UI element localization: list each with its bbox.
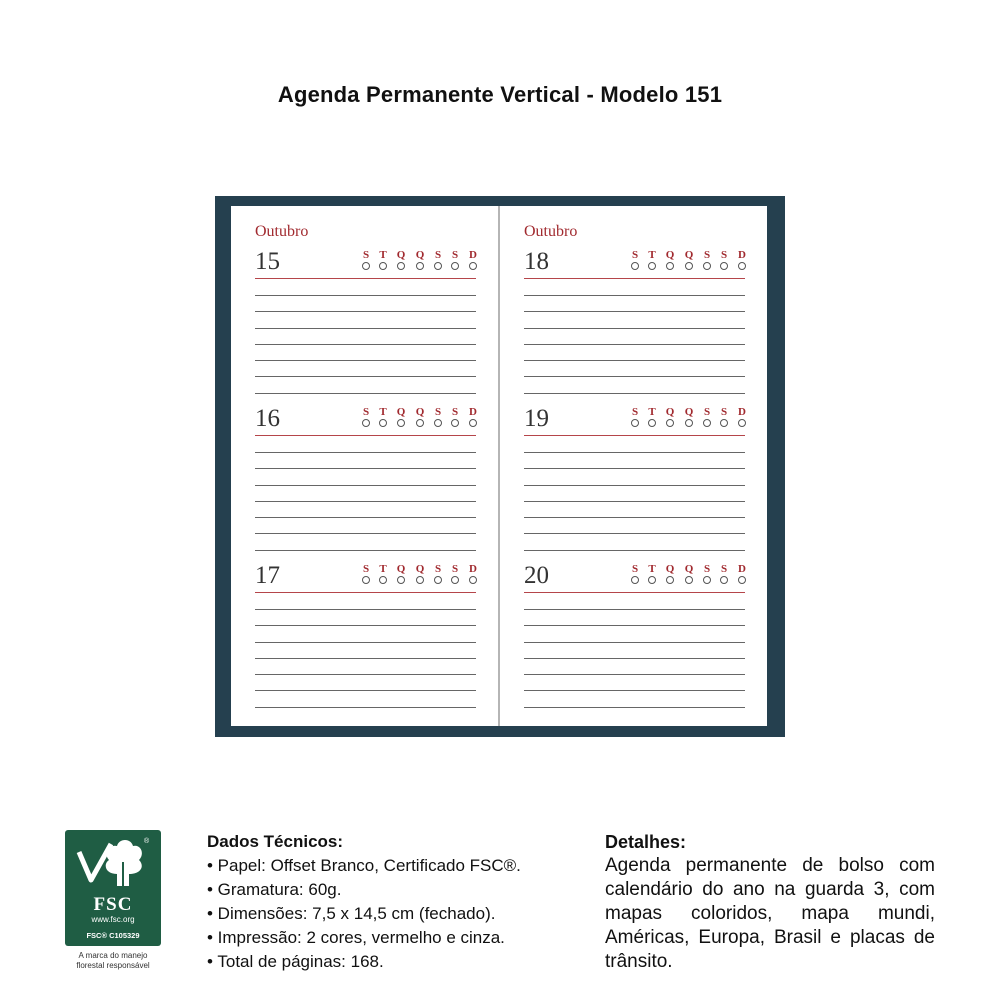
- weekday-circle-icon: [362, 419, 370, 427]
- weekday-item: [682, 249, 696, 270]
- writing-lines: [524, 295, 745, 409]
- weekday-circle-icon: [451, 419, 459, 427]
- writing-line: [255, 393, 476, 394]
- writing-line: [524, 452, 745, 453]
- writing-line: [255, 344, 476, 345]
- weekday-checkboxes: [628, 563, 745, 593]
- month-label: Outubro: [255, 223, 309, 240]
- day-header-rule: [255, 592, 476, 593]
- weekday-letter: S: [434, 563, 442, 575]
- writing-line: [255, 707, 476, 708]
- weekday-letter: S: [451, 563, 459, 575]
- weekday-circle-icon: [703, 419, 711, 427]
- weekday-circle-icon: [685, 419, 693, 427]
- day-header-rule: [524, 435, 745, 436]
- weekday-item: [735, 249, 749, 270]
- weekday-letter: S: [451, 249, 459, 261]
- weekday-item: [663, 249, 677, 270]
- weekday-circle-icon: [631, 576, 639, 584]
- weekday-item: [700, 406, 714, 427]
- weekday-circle-icon: [703, 576, 711, 584]
- weekday-letter: Q: [396, 406, 406, 418]
- writing-line: [255, 485, 476, 486]
- weekday-item: [628, 249, 642, 270]
- weekday-item: [431, 406, 445, 427]
- weekday-item: [645, 406, 659, 427]
- weekday-item: [448, 563, 462, 584]
- agenda-illustration: [215, 196, 785, 737]
- weekday-item: [735, 406, 749, 427]
- fsc-tagline: [55, 951, 171, 971]
- writing-line: [255, 517, 476, 518]
- weekday-item: [717, 249, 731, 270]
- weekday-item: [682, 563, 696, 584]
- weekday-circle-icon: [648, 262, 656, 270]
- writing-line: [524, 468, 745, 469]
- writing-line: [255, 328, 476, 329]
- weekday-letter: Q: [665, 249, 675, 261]
- writing-line: [524, 376, 745, 377]
- weekday-letter: D: [738, 249, 746, 261]
- weekday-circle-icon: [362, 576, 370, 584]
- weekday-item: [448, 406, 462, 427]
- weekday-circle-icon: [416, 576, 424, 584]
- writing-line: [255, 550, 476, 551]
- weekday-checkboxes: [359, 563, 476, 593]
- writing-lines: [524, 452, 745, 566]
- weekday-letter: S: [720, 563, 728, 575]
- weekday-letter: S: [451, 406, 459, 418]
- weekday-letter: S: [631, 406, 639, 418]
- writing-line: [524, 295, 745, 296]
- writing-line: [524, 328, 745, 329]
- weekday-item: [431, 249, 445, 270]
- weekday-letter: D: [469, 563, 477, 575]
- weekday-item: [717, 406, 731, 427]
- technical-data-item: • Dimensões: 7,5 x 14,5 cm (fechado).: [207, 904, 496, 923]
- technical-data-heading: Dados Técnicos:: [207, 832, 344, 851]
- technical-data-item: • Impressão: 2 cores, vermelho e cinza.: [207, 928, 505, 947]
- weekday-circle-icon: [469, 419, 477, 427]
- agenda-left-page: [231, 206, 498, 726]
- weekday-circle-icon: [666, 262, 674, 270]
- weekday-letter: S: [703, 249, 711, 261]
- weekday-letter: Q: [415, 249, 425, 261]
- writing-line: [255, 690, 476, 691]
- weekday-circle-icon: [703, 262, 711, 270]
- weekday-item: [359, 563, 373, 584]
- weekday-circle-icon: [648, 419, 656, 427]
- weekday-circle-icon: [397, 419, 405, 427]
- day-header-rule: [524, 278, 745, 279]
- weekday-letter: S: [434, 249, 442, 261]
- weekday-item: [466, 249, 480, 270]
- writing-lines: [524, 609, 745, 723]
- writing-line: [524, 533, 745, 534]
- weekday-item: [413, 563, 427, 584]
- weekday-letter: Q: [415, 563, 425, 575]
- weekday-circle-icon: [416, 419, 424, 427]
- weekday-circle-icon: [666, 576, 674, 584]
- writing-line: [255, 609, 476, 610]
- weekday-circle-icon: [451, 576, 459, 584]
- day-header-rule: [255, 435, 476, 436]
- details-text: Agenda permanente de bolso com calendário do ano na guarda 3, com mapas coloridos, mapa mundi, Américas, Europa, Brasil e placas de trânsito.: [605, 855, 935, 972]
- writing-line: [524, 658, 745, 659]
- weekday-letter: Q: [415, 406, 425, 418]
- weekday-item: [628, 563, 642, 584]
- weekday-item: [394, 406, 408, 427]
- day-header-rule: [524, 592, 745, 593]
- weekday-item: [394, 563, 408, 584]
- weekday-item: [645, 249, 659, 270]
- weekday-circle-icon: [379, 576, 387, 584]
- day-number: 16: [255, 405, 280, 432]
- weekday-item: [431, 563, 445, 584]
- weekday-circle-icon: [397, 262, 405, 270]
- weekday-circle-icon: [397, 576, 405, 584]
- weekday-item: [376, 406, 390, 427]
- writing-line: [524, 690, 745, 691]
- weekday-circle-icon: [434, 419, 442, 427]
- day-number: 18: [524, 248, 549, 275]
- writing-line: [524, 360, 745, 361]
- writing-line: [524, 642, 745, 643]
- weekday-letter: S: [631, 249, 639, 261]
- writing-line: [255, 376, 476, 377]
- weekday-item: [700, 563, 714, 584]
- weekday-letter: Q: [684, 406, 694, 418]
- weekday-item: [700, 249, 714, 270]
- weekday-letter: S: [362, 406, 370, 418]
- weekday-checkboxes: [359, 406, 476, 436]
- weekday-circle-icon: [738, 262, 746, 270]
- weekday-circle-icon: [685, 576, 693, 584]
- writing-line: [255, 468, 476, 469]
- day-number: 15: [255, 248, 280, 275]
- weekday-letter: D: [469, 406, 477, 418]
- fsc-code: FSC® C105329: [86, 931, 140, 940]
- weekday-item: [359, 249, 373, 270]
- weekday-circle-icon: [720, 262, 728, 270]
- writing-line: [524, 625, 745, 626]
- weekday-circle-icon: [666, 419, 674, 427]
- writing-line: [255, 658, 476, 659]
- weekday-circle-icon: [379, 419, 387, 427]
- weekday-letter: T: [648, 406, 656, 418]
- writing-line: [255, 642, 476, 643]
- weekday-circle-icon: [720, 419, 728, 427]
- writing-line: [255, 674, 476, 675]
- writing-line: [524, 344, 745, 345]
- fsc-logo: [65, 830, 161, 946]
- technical-data-item: • Papel: Offset Branco, Certificado FSC®.: [207, 856, 521, 875]
- weekday-item: [663, 563, 677, 584]
- weekday-letter: S: [362, 563, 370, 575]
- day-number: 17: [255, 562, 280, 589]
- weekday-circle-icon: [362, 262, 370, 270]
- weekday-letter: S: [434, 406, 442, 418]
- agenda-right-page: [500, 206, 767, 726]
- writing-lines: [255, 609, 476, 723]
- weekday-letter: T: [648, 249, 656, 261]
- weekday-letter: Q: [396, 249, 406, 261]
- weekday-letter: D: [738, 406, 746, 418]
- details-heading: Detalhes:: [605, 832, 687, 852]
- technical-data-item: • Total de páginas: 168.: [207, 952, 384, 971]
- weekday-circle-icon: [434, 576, 442, 584]
- weekday-letter: T: [379, 249, 387, 261]
- writing-line: [524, 674, 745, 675]
- weekday-letter: Q: [684, 563, 694, 575]
- day-header-rule: [255, 278, 476, 279]
- weekday-checkboxes: [628, 406, 745, 436]
- weekday-item: [413, 406, 427, 427]
- weekday-circle-icon: [469, 576, 477, 584]
- writing-line: [255, 533, 476, 534]
- weekday-circle-icon: [379, 262, 387, 270]
- weekday-letter: Q: [684, 249, 694, 261]
- writing-line: [255, 625, 476, 626]
- writing-line: [524, 501, 745, 502]
- weekday-letter: T: [648, 563, 656, 575]
- weekday-letter: Q: [665, 406, 675, 418]
- writing-line: [524, 393, 745, 394]
- weekday-circle-icon: [648, 576, 656, 584]
- weekday-item: [682, 406, 696, 427]
- weekday-item: [376, 249, 390, 270]
- weekday-letter: S: [703, 563, 711, 575]
- weekday-letter: S: [720, 249, 728, 261]
- writing-lines: [255, 452, 476, 566]
- fsc-tagline-line: florestal responsável: [76, 961, 150, 970]
- weekday-circle-icon: [720, 576, 728, 584]
- day-number: 19: [524, 405, 549, 432]
- page-title: Agenda Permanente Vertical - Modelo 151: [277, 82, 723, 107]
- weekday-circle-icon: [631, 262, 639, 270]
- weekday-item: [394, 249, 408, 270]
- weekday-letter: S: [703, 406, 711, 418]
- writing-line: [524, 311, 745, 312]
- details-section: [605, 830, 935, 974]
- weekday-letter: T: [379, 406, 387, 418]
- weekday-letter: S: [631, 563, 639, 575]
- weekday-letter: Q: [396, 563, 406, 575]
- fsc-url: www.fsc.org: [91, 915, 135, 924]
- weekday-circle-icon: [738, 419, 746, 427]
- weekday-item: [735, 563, 749, 584]
- weekday-item: [645, 563, 659, 584]
- writing-line: [524, 517, 745, 518]
- fsc-wordmark: FSC: [93, 894, 133, 915]
- writing-line: [524, 609, 745, 610]
- weekday-letter: D: [469, 249, 477, 261]
- weekday-letter: T: [379, 563, 387, 575]
- month-label: Outubro: [524, 223, 578, 240]
- weekday-item: [376, 563, 390, 584]
- weekday-circle-icon: [738, 576, 746, 584]
- writing-line: [255, 501, 476, 502]
- weekday-letter: Q: [665, 563, 675, 575]
- weekday-letter: S: [720, 406, 728, 418]
- writing-lines: [255, 295, 476, 409]
- weekday-item: [466, 406, 480, 427]
- writing-line: [255, 452, 476, 453]
- weekday-item: [448, 249, 462, 270]
- weekday-circle-icon: [451, 262, 459, 270]
- weekday-circle-icon: [631, 419, 639, 427]
- writing-line: [524, 485, 745, 486]
- weekday-letter: S: [362, 249, 370, 261]
- weekday-item: [359, 406, 373, 427]
- weekday-item: [628, 406, 642, 427]
- weekday-letter: D: [738, 563, 746, 575]
- writing-line: [524, 707, 745, 708]
- weekday-circle-icon: [469, 262, 477, 270]
- writing-line: [255, 360, 476, 361]
- weekday-circle-icon: [685, 262, 693, 270]
- technical-data-item: • Gramatura: 60g.: [207, 880, 342, 899]
- day-number: 20: [524, 562, 549, 589]
- fsc-tagline-line: A marca do manejo: [78, 951, 148, 960]
- registered-mark: ®: [144, 838, 150, 845]
- writing-line: [255, 295, 476, 296]
- writing-line: [255, 311, 476, 312]
- weekday-circle-icon: [416, 262, 424, 270]
- weekday-circle-icon: [434, 262, 442, 270]
- weekday-checkboxes: [359, 249, 476, 279]
- weekday-item: [717, 563, 731, 584]
- weekday-item: [663, 406, 677, 427]
- weekday-item: [466, 563, 480, 584]
- weekday-item: [413, 249, 427, 270]
- technical-data: [207, 830, 587, 974]
- weekday-checkboxes: [628, 249, 745, 279]
- writing-line: [524, 550, 745, 551]
